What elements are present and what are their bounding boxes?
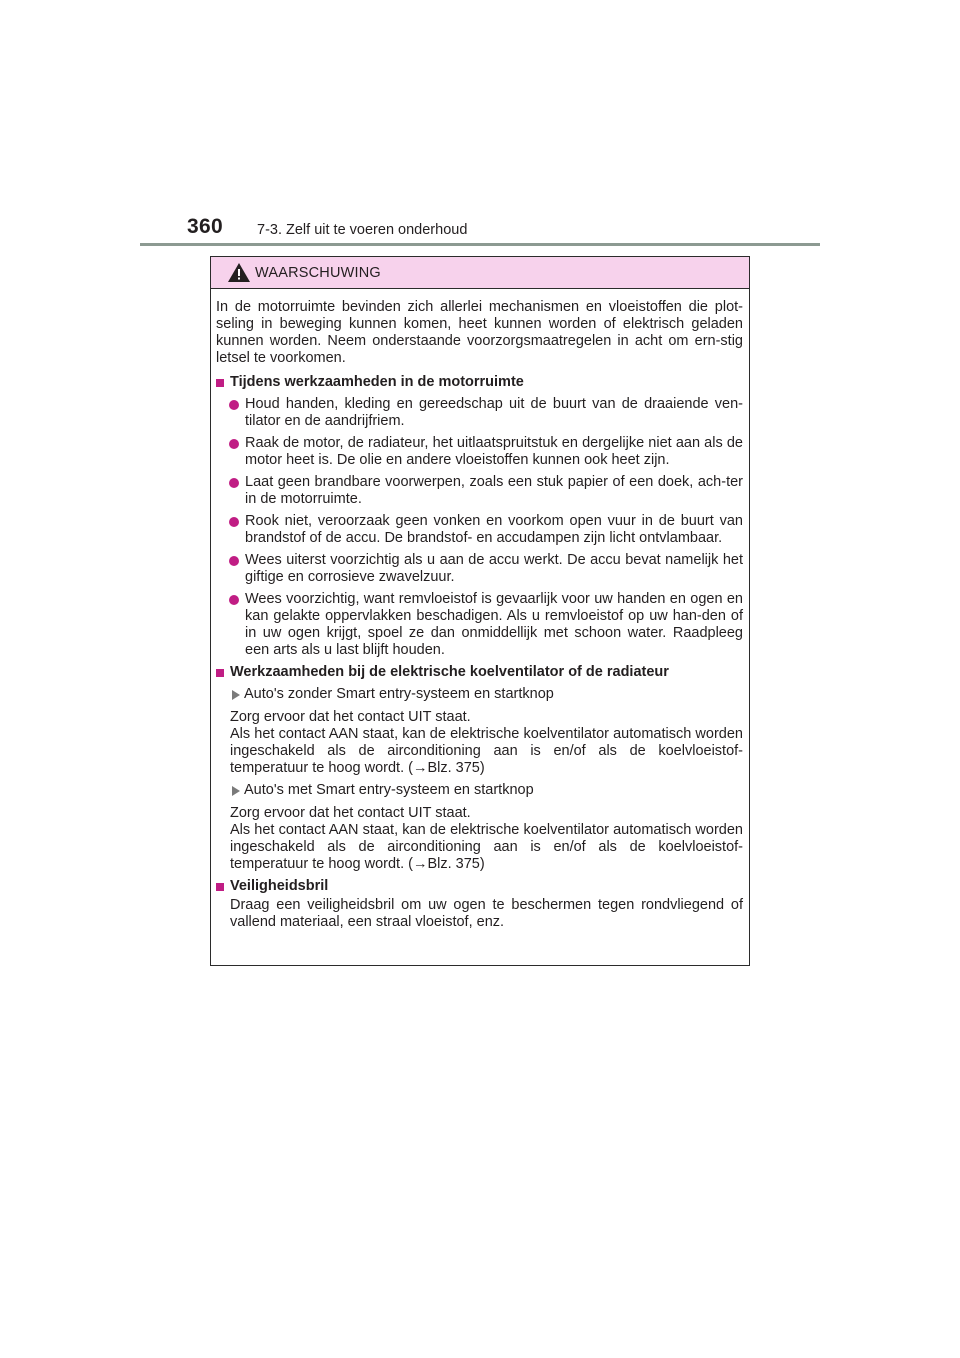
triangle-bullet-icon <box>232 786 240 796</box>
circle-bullet-icon <box>229 400 239 410</box>
section-heading <box>216 878 743 895</box>
page-number: 360 <box>187 215 223 238</box>
list-item-text: Laat geen brandbare voorwerpen, zoals een stuk papier of een doek, ach-ter in de motorruimte. <box>245 474 743 507</box>
sub-heading <box>216 686 743 703</box>
square-bullet-icon <box>216 883 224 891</box>
list-item <box>216 513 743 547</box>
paragraph: Zorg ervoor dat het contact UIT staat. <box>230 805 471 821</box>
warning-box <box>210 256 750 966</box>
circle-bullet-icon <box>229 595 239 605</box>
circle-bullet-icon <box>229 478 239 488</box>
list-item <box>216 435 743 469</box>
list-item <box>216 552 743 586</box>
list-item-text: Wees voorzichtig, want remvloeistof is gevaarlijk voor uw handen en ogen en kan gelakte oppervlakken beschadigen. Als u remvloeistof op uw han-den of in uw ogen krijgt, spoel ze dan onmiddellijk met schoon water. Raadpleeg een arts als u last blijft houden. <box>245 591 743 658</box>
triangle-bullet-icon <box>232 690 240 700</box>
sub-heading-text: Auto's met Smart entry-systeem en startknop <box>244 782 534 798</box>
warning-intro: In de motorruimte bevinden zich allerlei mechanismen en vloeistoffen die plot-seling in beweging kunnen komen, heet kunnen worden of elektrisch geladen kunnen worden. Neem onderstaande voorzorgsmaatregelen in acht om ern-stig letsel te voorkomen. <box>216 299 743 366</box>
warning-body <box>211 289 749 931</box>
paragraph: Als het contact AAN staat, kan de elektrische koelventilator automatisch worden ingeschakeld als de airconditioning aan is en/of als de koelvloeistof-temperatuur te hoog wordt. (→Blz. 375) <box>230 726 743 776</box>
list-item <box>216 474 743 508</box>
section-title-text: Veiligheidsbril <box>230 878 329 894</box>
warning-triangle-icon <box>227 262 251 283</box>
warning-title: WAARSCHUWING <box>255 265 381 281</box>
section-heading <box>216 374 743 391</box>
circle-bullet-icon <box>229 439 239 449</box>
paragraph: Zorg ervoor dat het contact UIT staat. <box>230 709 471 725</box>
circle-bullet-icon <box>229 556 239 566</box>
list-item-text: Houd handen, kleding en gereedschap uit de buurt van de draaiende ven-tilator en de aandrijfriem. <box>245 396 743 429</box>
warning-header <box>211 257 749 289</box>
square-bullet-icon <box>216 379 224 387</box>
section-title-text: Tijdens werkzaamheden in de motorruimte <box>230 374 524 390</box>
paragraph: Draag een veiligheidsbril om uw ogen te beschermen tegen rondvliegend of vallend materiaal, een straal vloeistof, enz. <box>230 897 743 930</box>
section-title: 7-3. Zelf uit te voeren onderhoud <box>257 222 468 238</box>
sub-heading <box>216 782 743 799</box>
section-heading <box>216 664 743 681</box>
list-item-text: Raak de motor, de radiateur, het uitlaatspruitstuk en dergelijke niet aan als de motor heet is. De olie en andere vloeistoffen kunnen ook heet zijn. <box>245 435 743 468</box>
section-title-text: Werkzaamheden bij de elektrische koelventilator of de radiateur <box>230 664 669 680</box>
list-item <box>216 396 743 430</box>
list-item <box>216 591 743 659</box>
circle-bullet-icon <box>229 517 239 527</box>
paragraph: Als het contact AAN staat, kan de elektrische koelventilator automatisch worden ingeschakeld als de airconditioning aan is en/of als de koelvloeistof-temperatuur te hoog wordt. (→Blz. 375) <box>230 822 743 872</box>
list-item-text: Rook niet, veroorzaak geen vonken en voorkom open vuur in de buurt van brandstof of de accu. De brandstof- en accudampen zijn licht ontvlambaar. <box>245 513 743 546</box>
square-bullet-icon <box>216 669 224 677</box>
list-item-text: Wees uiterst voorzichtig als u aan de accu werkt. De accu bevat namelijk het giftige en corrosieve zwavelzuur. <box>245 552 743 585</box>
header-rule <box>140 243 820 246</box>
sub-heading-text: Auto's zonder Smart entry-systeem en startknop <box>244 686 554 702</box>
